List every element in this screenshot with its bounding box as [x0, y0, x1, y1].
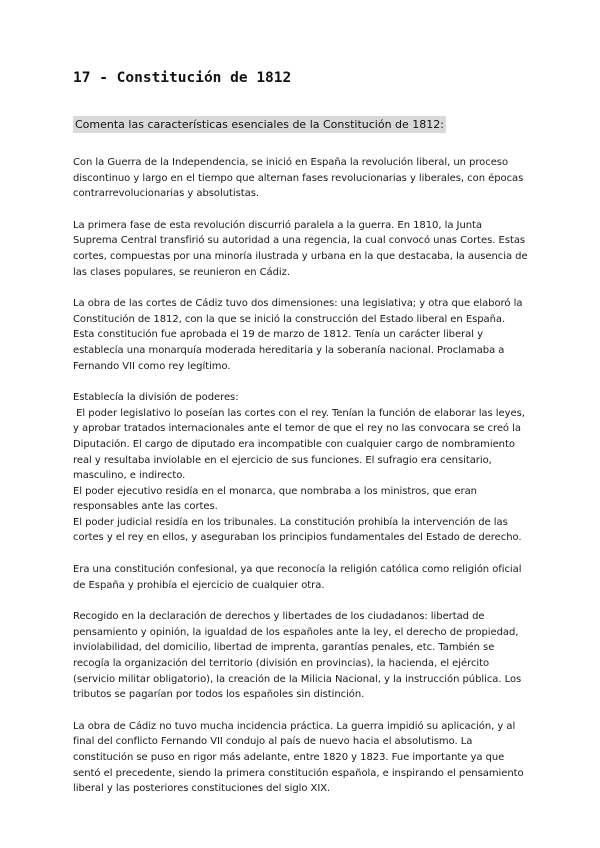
page-title: 17 - Constitución de 1812 — [73, 70, 292, 86]
paragraph-6 — [73, 609, 529, 703]
paragraph-2 — [73, 218, 529, 280]
paragraph-text: La obra de las cortes de Cádiz tuvo dos dimensiones: una legislativa; y otra que elaboró la Constitución de 1812, con la que se inició la construcción del Estado liberal en España. Esta constitución fue aprobada el 19 de marzo de 1812. Tenía un carácter liberal y establecía una monarquía moderada hereditaria y la soberanía nacional. Proclamaba a Fernando VII como rey legítimo. — [73, 298, 523, 372]
paragraph-text: La obra de Cádiz no tuvo mucha incidencia práctica. La guerra impidió su aplicación, y al final del conflicto Fernando VII condujo al país de nuevo hacia el absolutismo. La constitución se puso en rigor más adelante, entre 1820 y 1823. Fue importante ya que sentó el precedente, siendo la primera constitución española, e inspirando el pensamiento liberal y las posteriores constituciones del siglo XIX. — [73, 720, 524, 795]
paragraph-text: El poder judicial residía en los tribunales. La constitución prohibía la intervención de las cortes y el rey en ellos, y aseguraban los principios fundamentales del Estado de derecho. — [73, 516, 522, 544]
paragraph-text: El poder ejecutivo residía en el monarca, que nombraba a los ministros, que eran responsables ante las cortes. — [73, 485, 477, 513]
paragraph-5 — [73, 562, 529, 593]
paragraph-text: Con la Guerra de la Independencia, se inició en España la revolución liberal, un proceso discontinuo y largo en el tiempo que alternan fases revolucionarias y liberales, con épocas contrarrevolucionarias y absolutistas. — [73, 157, 524, 200]
paragraph-7 — [73, 719, 529, 797]
paragraph-1 — [73, 155, 529, 202]
paragraph-text: El poder legislativo lo poseían las cortes con el rey. Tenían la función de elaborar las leyes, y aprobar tratados internacionales ante el temor de que el rey no las convocara se creó la Diputación. El cargo de diputado era incompatible con cualquier cargo de nombramiento real y resultaba inviolable en el ejercicio de sus funciones. El sufragio era censitario, masculino, e indirecto. — [73, 407, 529, 482]
document-body — [73, 155, 529, 813]
paragraph-text: La primera fase de esta revolución discurrió paralela a la guerra. En 1810, la Junta Suprema Central transfirió su autoridad a una regencia, la cual convocó unas Cortes. Estas cortes, compuestas por una minoría ilustrada y urbana en la que destacaba, la ausencia de las clases populares, se reunieron en Cádiz. — [73, 219, 528, 278]
paragraph-3 — [73, 296, 529, 374]
paragraph-text: Recogido en la declaración de derechos y libertades de los ciudadanos: libertad de pensamiento y opinión, la igualdad de los españoles ante la ley, el derecho de propiedad, inviolabilidad, del domicilio, libertad de imprenta, garantías penales, etc. También se recogía la organización del territorio (división en provincias), la hacienda, el ejército (servicio militar obligatorio), la creación de la Milicia Nacional, y la instrucción pública. Los tributos se pagarían por todos los españoles sin distinción. — [73, 611, 522, 701]
paragraph-text: Establecía la división de poderes: — [73, 392, 239, 404]
question-heading: Comenta las características esenciales de la Constitución de 1812: — [75, 118, 445, 131]
paragraph-4 — [73, 390, 529, 546]
paragraph-text: Era una constitución confesional, ya que reconocía la religión católica como religión oficial de España y prohibía el ejercicio de cualquier otra. — [73, 564, 522, 591]
